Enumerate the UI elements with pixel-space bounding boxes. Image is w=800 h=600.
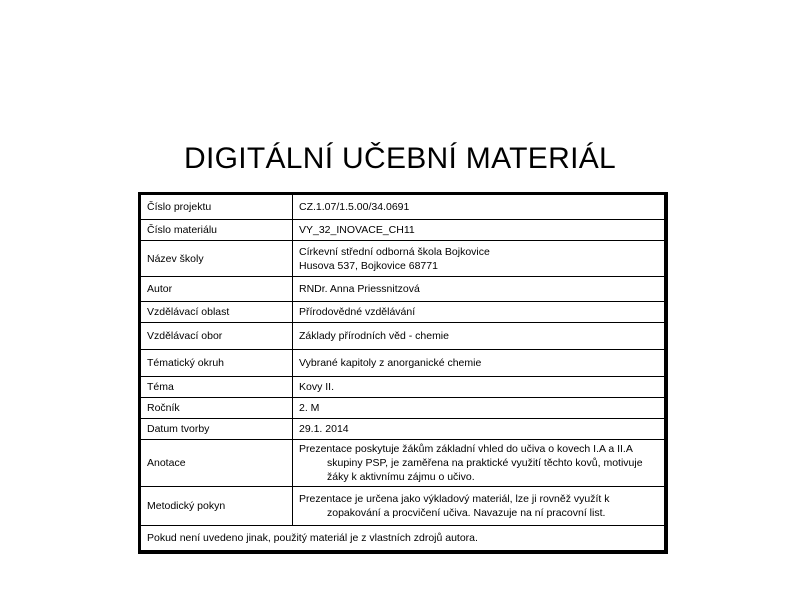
row-value: VY_32_INOVACE_CH11 xyxy=(293,220,665,241)
metadata-table xyxy=(138,192,668,554)
table-row xyxy=(141,526,665,551)
row-label: Číslo projektu xyxy=(141,195,293,220)
table-row xyxy=(141,350,665,377)
row-label: Číslo materiálu xyxy=(141,220,293,241)
row-value: 29.1. 2014 xyxy=(293,419,665,440)
table-row xyxy=(141,398,665,419)
table-row xyxy=(141,419,665,440)
row-label: Datum tvorby xyxy=(141,419,293,440)
row-label: Název školy xyxy=(141,241,293,277)
row-label: Autor xyxy=(141,277,293,302)
row-label: Ročník xyxy=(141,398,293,419)
school-name: Církevní střední odborná škola Bojkovice xyxy=(299,245,490,258)
row-label: Anotace xyxy=(141,440,293,487)
row-value: Základy přírodních věd - chemie xyxy=(293,323,665,350)
row-label: Tématický okruh xyxy=(141,350,293,377)
table-row xyxy=(141,323,665,350)
table-row xyxy=(141,440,665,487)
row-value xyxy=(293,440,665,487)
table-row xyxy=(141,487,665,526)
footer-note: Pokud není uvedeno jinak, použitý materiál je z vlastních zdrojů autora. xyxy=(141,526,665,551)
row-label: Vzdělávací oblast xyxy=(141,302,293,323)
row-value: Přírodovědné vzdělávání xyxy=(293,302,665,323)
row-value: Vybrané kapitoly z anorganické chemie xyxy=(293,350,665,377)
table-row xyxy=(141,302,665,323)
row-label: Téma xyxy=(141,377,293,398)
table-row xyxy=(141,220,665,241)
row-value xyxy=(293,241,665,277)
row-label: Vzdělávací obor xyxy=(141,323,293,350)
school-address: Husova 537, Bojkovice 68771 xyxy=(299,259,438,272)
table-row xyxy=(141,241,665,277)
row-label: Metodický pokyn xyxy=(141,487,293,526)
annotation-text: Prezentace poskytuje žákům základní vhled do učiva o kovech I.A a II.A skupiny PSP, je zaměřena na praktické využití těchto kovů, motivuje žáky k aktivnímu zájmu o učivo. xyxy=(299,443,643,483)
table-row xyxy=(141,377,665,398)
row-value xyxy=(293,487,665,526)
methodical-note-text: Prezentace je určena jako výkladový materiál, lze ji rovněž využít k zopakování a procvičení učiva. Navazuje na ní pracovní list. xyxy=(299,493,610,519)
table-row xyxy=(141,277,665,302)
table-row xyxy=(141,195,665,220)
row-value: 2. M xyxy=(293,398,665,419)
row-value: Kovy II. xyxy=(293,377,665,398)
row-value: CZ.1.07/1.5.00/34.0691 xyxy=(293,195,665,220)
row-value: RNDr. Anna Priessnitzová xyxy=(293,277,665,302)
page-title: DIGITÁLNÍ UČEBNÍ MATERIÁL xyxy=(183,142,616,175)
